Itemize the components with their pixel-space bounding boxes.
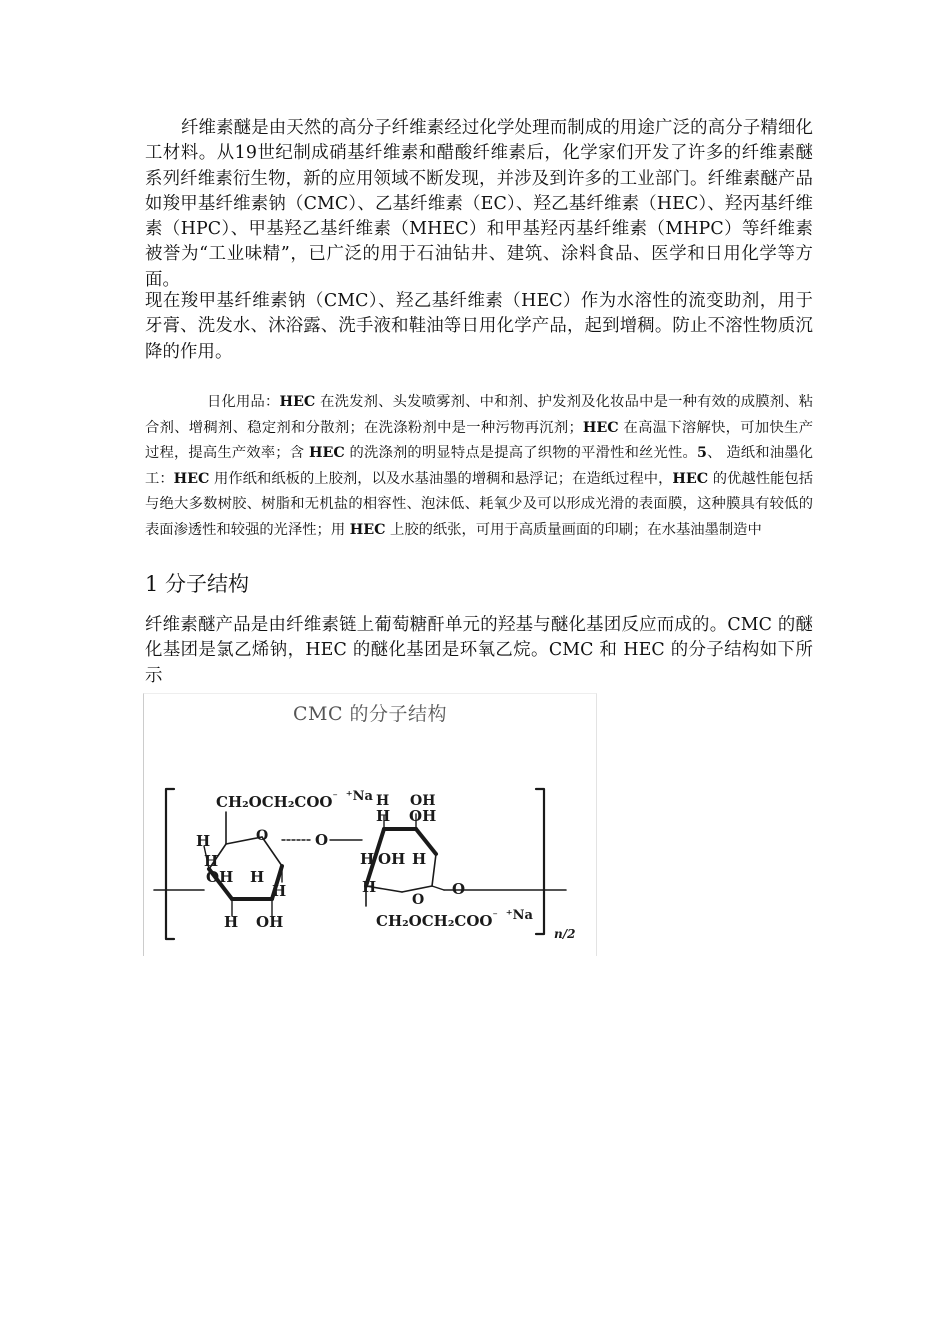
intro-paragraph: 纤维素醚是由天然的高分子纤维素经过化学处理而制成的用途广泛的高分子精细化工材料。从19世纪制成硝基纤维素和醋酸纤维素后，化学家们开发了许多的纤维素醚系列纤维素衍生物，新的应用领域不断发现，并涉及到许多的工业部门。纤维素醚产品如羧甲基纤维素钠（CMC）、乙基纤维素（EC）、羟乙基纤维素（HEC）、羟丙基纤维素（HPC）、甲基羟乙基纤维素（MHEC）和甲基羟丙基纤维素（MHPC）等纤维素被誉为“工业味精”，已广泛的用于石油钻井、建筑、涂料食品、医学和日用化学等方面。 (145, 118, 813, 290)
structure-paragraph: 纤维素醚产品是由纤维素链上葡萄糖酐单元的羟基与醚化基团反应而成的。CMC 的醚化基团是氯乙烯钠，HEC 的醚化基团是环氧乙烷。CMC 和 HEC 的分子结构如下所示 (145, 615, 813, 686)
h-label: H (412, 850, 427, 868)
bottom-na-text: ⁺Na (505, 908, 533, 923)
top-na-text: ⁺Na (345, 789, 373, 804)
top-charge-text: ⁻ (332, 792, 338, 803)
h-label: H (376, 793, 390, 809)
h-label: H (360, 850, 375, 868)
bold-run: HEC (582, 419, 619, 436)
h-label: H (224, 913, 239, 931)
oh-label: OH (410, 793, 436, 809)
section-heading: 1 分子结构 (145, 572, 250, 596)
text-run: 、 造纸和油墨化工： (145, 445, 814, 487)
oh-label: OH (206, 868, 234, 886)
bridge-oxygen-label: O (315, 831, 329, 849)
bold-run: HEC (308, 445, 345, 462)
figure-title: CMC 的分子结构 (292, 703, 448, 725)
text-run: 的优越性能包括与绝大多数树胶、树脂和无机盐的相容性、泡沫低、耗氧少及可以形成光滑的表面膜，这种膜具有较低的表面渗透性和较强的光泽性；用 (145, 470, 813, 538)
h-label: H (196, 832, 211, 850)
text-run: 日化用品： (207, 394, 280, 410)
bold-run: 5 (696, 445, 707, 462)
left-bracket (166, 789, 174, 939)
bridge-oxygen-right: O (452, 880, 466, 898)
text-run: 在高温下溶解快，可加快生产过程，提高生产效率；含 (145, 419, 814, 462)
oh-label: OH (256, 913, 284, 931)
bold-run: HEC (173, 470, 210, 487)
top-group-text: CH₂OCH₂COO (216, 793, 333, 811)
repeat-subscript: n/2 (554, 927, 576, 941)
h-label: H (204, 852, 219, 870)
oh-label: OH (378, 850, 406, 868)
molecular-structure-diagram (144, 694, 596, 956)
text-run: 的洗涤剂的明显特点是提高了织物的平滑性和丝光性。 (344, 445, 697, 462)
cmc-structure-figure (143, 693, 597, 956)
left-glucose-ring (204, 812, 362, 916)
text-run: 用作纸和纸板的上胶剂，以及水基油墨的增稠和悬浮记；在造纸过程中， (209, 470, 673, 487)
oh-label: OH (409, 807, 437, 825)
application-paragraph: 现在羧甲基纤维素钠（CMC）、羟乙基纤维素（HEC）作为水溶性的流变助剂，用于牙膏、洗发水、沐浴露、洗手液和鞋油等日用化学产品，起到增稠。防止不溶性物质沉降的作用。 (145, 291, 813, 362)
bottom-charge-text: ⁻ (492, 911, 498, 922)
bottom-substituent-label (376, 908, 534, 930)
text-run: 上胶的纸张，可用于高质量画面的印刷；在水基油墨制造中 (385, 521, 762, 538)
bold-run: HEC (672, 470, 709, 487)
h-label: H (376, 807, 391, 825)
text-run: 在洗发剂、头发喷雾剂、中和剂、护发剂及化妆品中是一种有效的成膜剂、粘合剂、增稠剂、稳定剂和分散剂；在洗涤粉剂中是一种污物再沉剂； (145, 394, 814, 436)
h-label: H (362, 878, 377, 896)
h-label: H (272, 882, 287, 900)
daily-chemical-paragraph (145, 390, 813, 544)
bottom-group-text: CH₂OCH₂COO (376, 912, 493, 930)
right-bracket (536, 789, 544, 934)
bold-run: HEC (349, 521, 386, 538)
bold-run: HEC (279, 394, 316, 410)
ring-oxygen-right: O (412, 892, 425, 908)
h-label: H (250, 868, 265, 886)
ring-oxygen-left: O (256, 828, 269, 844)
top-substituent-label (216, 789, 374, 811)
